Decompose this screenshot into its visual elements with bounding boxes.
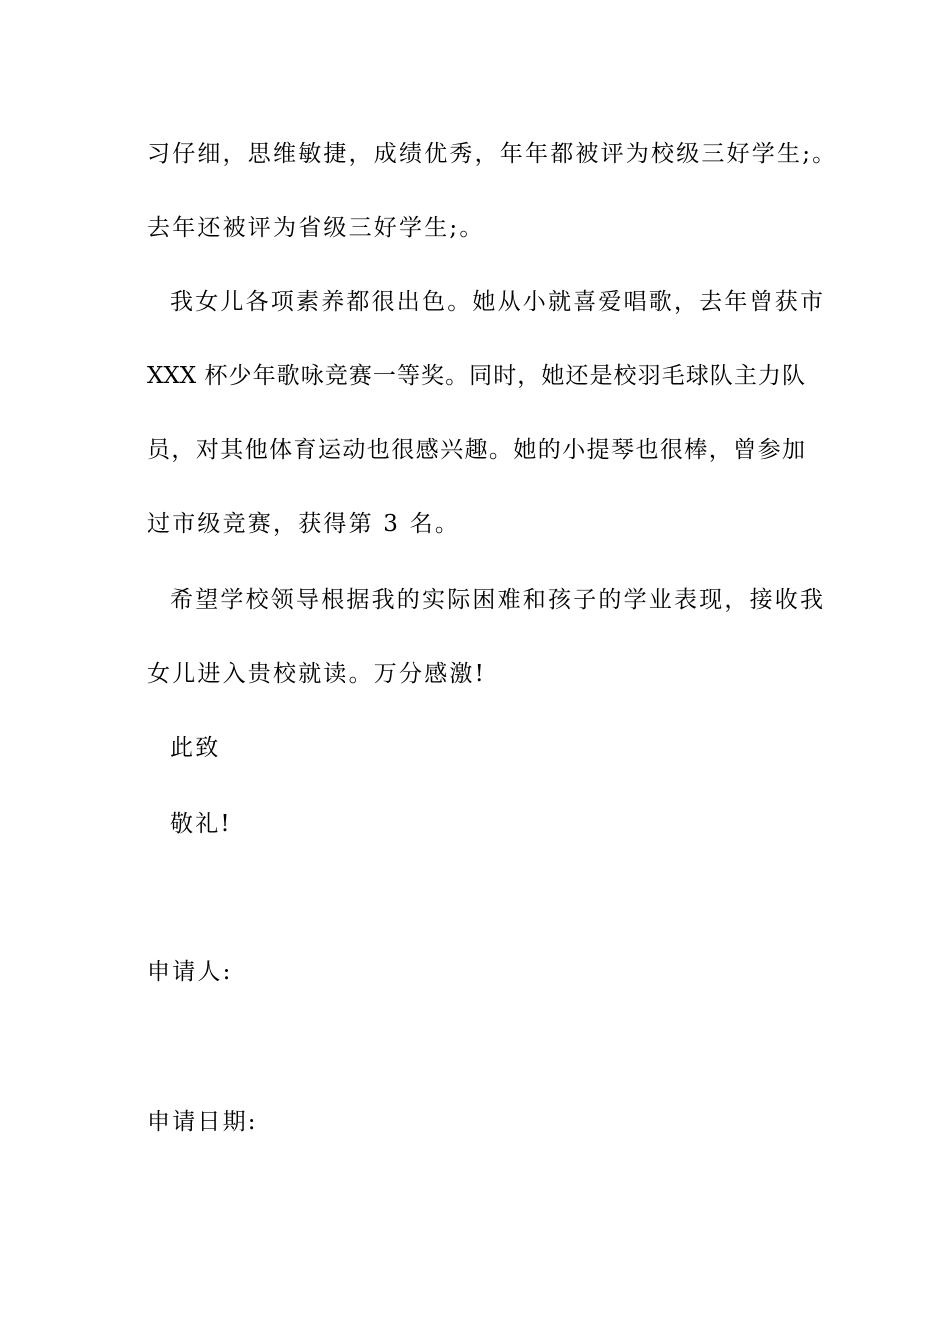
body-line-5: 员，对其他体育运动也很感兴趣。她的小提琴也很棒，曾参加: [147, 437, 805, 463]
applicant-label: 申请人:: [147, 959, 233, 985]
closing-salutation: 此致: [170, 735, 221, 761]
body-line-8: 女儿进入贵校就读。万分感激!: [147, 661, 487, 687]
date-label: 申请日期:: [147, 1109, 258, 1135]
body-line-7: 希望学校领导根据我的实际困难和孩子的学业表现，接收我: [170, 587, 826, 613]
body-line-3: 我女儿各项素养都很出色。她从小就喜爱唱歌，去年曾获市: [170, 289, 826, 315]
body-line-6: 过市级竞赛，获得第 3 名。: [147, 511, 461, 537]
body-line-4: XXX 杯少年歌咏竞赛一等奖。同时，她还是校羽毛球队主力队: [147, 363, 805, 389]
body-line-2: 去年还被评为省级三好学生;。: [147, 215, 485, 241]
closing-regards: 敬礼!: [170, 811, 232, 837]
body-line-1: 习仔细，思维敏捷，成绩优秀，年年都被评为校级三好学生;。: [147, 141, 838, 167]
